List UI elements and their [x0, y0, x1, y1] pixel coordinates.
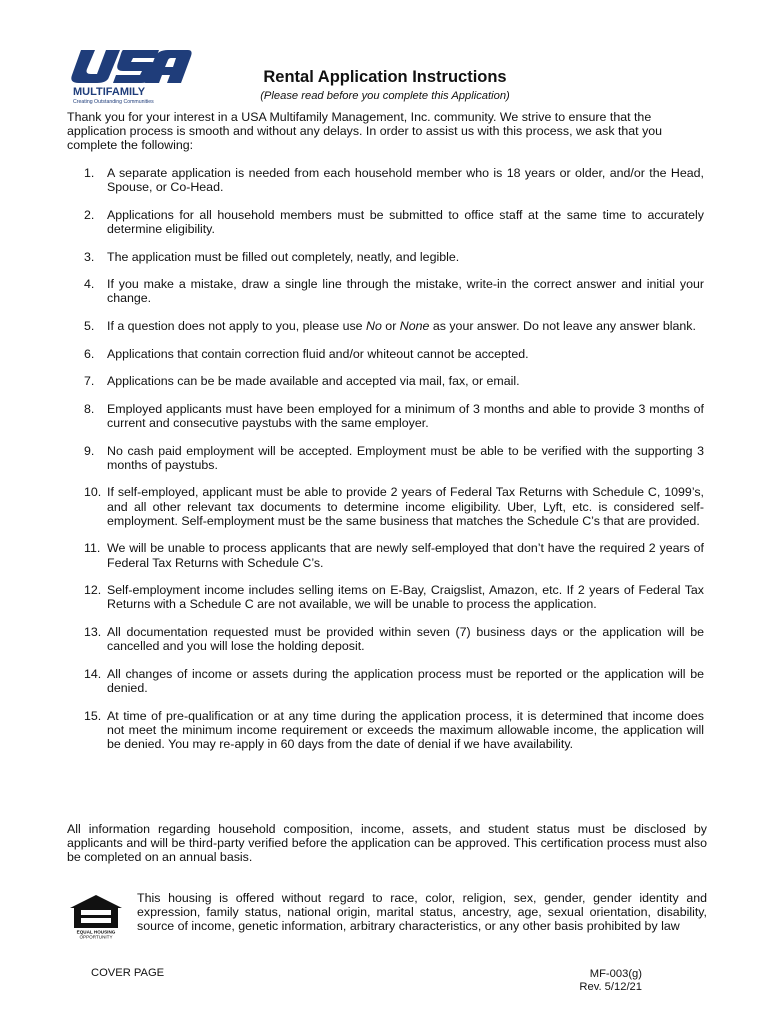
item-text: Applications can be be made available and accepted via mail, fax, or email. [107, 374, 520, 389]
list-item [84, 402, 704, 430]
item-number: 2. [84, 207, 95, 222]
svg-text:EQUAL HOUSING: EQUAL HOUSING [76, 929, 116, 935]
item-number: 15. [84, 708, 102, 723]
list-item [84, 347, 704, 361]
footer-cover-page: COVER PAGE [91, 967, 165, 979]
usa-logo-graphic [67, 47, 193, 105]
footer-form-info [579, 968, 642, 994]
item-text: All documentation requested must be provided within seven (7) business days or the application will be cancelled and you will lose the holding deposit. [107, 624, 704, 654]
item-text-part: as your answer. Do not leave any answer blank. [429, 318, 696, 333]
item-number: 3. [84, 249, 95, 264]
intro-paragraph: Thank you for your interest in a USA Multifamily Management, Inc. community. We strive to ensure that the application process is smooth and without any delays. In order to assist us with this process, we ask that you complete the following: [67, 110, 663, 153]
form-code: MF-003(g) [589, 968, 642, 980]
list-item [84, 444, 704, 472]
item-text: The application must be filled out completely, neatly, and legible. [107, 249, 460, 264]
usa-multifamily-logo [67, 47, 193, 105]
item-text: Self-employment income includes selling items on E-Bay, Craigslist, Amazon, etc. If 2 years of Federal Tax Returns with a Schedule C are not available, we will be unable to process the application. [107, 583, 704, 612]
svg-text:MULTIFAMILY: MULTIFAMILY [73, 86, 146, 98]
item-text: Employed applicants must have been employed for a minimum of 3 months and able to provide 3 months of current and consecutive paystubs with the same employer. [107, 401, 704, 430]
item-text-emphasis: None [399, 318, 430, 333]
list-item [84, 709, 704, 752]
revision-date: Rev. 5/12/21 [579, 981, 642, 993]
item-text-part: If a question does not apply to you, please use [107, 318, 367, 333]
fair-housing-statement: This housing is offered without regard to race, color, religion, sex, gender, gender identity and expression, family status, national origin, marital status, ancestry, age, sexual orientation, disability, source of income, genetic information, arbitrary characteristics, or any other basis prohibited by law [137, 891, 707, 934]
list-item [84, 541, 704, 569]
item-text: If self-employed, applicant must be able to provide 2 years of Federal Tax Returns with Schedule C, 1099’s, and all other relevant tax documents to determine income eligibility. Uber, Lyft, etc. is considered self-employment. Self-employment must be the same business that matches the Schedule C’s that are provided. [107, 485, 704, 528]
certification-paragraph: All information regarding household composition, income, assets, and student status must be disclosed by applicants and will be third-party verified before the application can be approved. This certification process must also be completed on an annual basis. [67, 822, 707, 865]
instructions-list [84, 166, 704, 765]
list-item [84, 250, 704, 264]
equal-housing-opportunity-logo [67, 893, 125, 939]
item-number: 8. [84, 401, 95, 416]
svg-text:OPPORTUNITY: OPPORTUNITY [79, 934, 113, 939]
item-number: 7. [84, 374, 95, 389]
list-item [84, 374, 704, 388]
item-text: At time of pre-qualification or at any time during the application process, it is determined that income does not meet the minimum income requirement or exceeds the maximum allowable income, the application will be denied. You may re-apply in 60 days from the date of denial if we have availability. [107, 708, 704, 751]
item-text: Applications for all household members must be submitted to office staff at the same time to accurately determine eligibility. [107, 207, 704, 236]
item-text: We will be unable to process applicants that are newly self-employed that don’t have the required 2 years of Federal Tax Returns with Schedule C’s. [107, 541, 704, 570]
item-number: 5. [84, 318, 95, 333]
document-title: Rental Application Instructions [263, 68, 507, 86]
document-header [190, 68, 580, 102]
list-item [84, 208, 704, 236]
item-text-emphasis: No [366, 318, 382, 333]
item-text: All changes of income or assets during the application process must be reported or the application will be denied. [107, 666, 704, 695]
item-text: A separate application is needed from each household member who is 18 years or older, and/or the Head, Spouse, or Co-Head. [107, 166, 704, 195]
list-item [84, 485, 704, 528]
item-number: 14. [84, 666, 102, 681]
item-number: 11. [84, 541, 101, 556]
svg-text:Creating Outstanding Communiti: Creating Outstanding Communities [73, 99, 154, 105]
list-item [84, 277, 704, 305]
item-number: 13. [84, 624, 102, 639]
item-text: If you make a mistake, draw a single line through the mistake, write-in the correct answer and initial your change. [107, 277, 704, 306]
item-text: Applications that contain correction fluid and/or whiteout cannot be accepted. [107, 346, 529, 361]
list-item [84, 166, 704, 194]
equal-housing-icon [67, 893, 125, 939]
item-text: No cash paid employment will be accepted. Employment must be able to be verified with the supporting 3 months of paystubs. [107, 443, 704, 472]
item-text-part: or [381, 318, 400, 333]
item-number: 9. [84, 443, 95, 458]
document-subtitle: (Please read before you complete this Application) [260, 90, 510, 102]
item-number: 12. [84, 583, 102, 598]
item-number: 1. [84, 166, 95, 180]
list-item [84, 667, 704, 695]
item-number: 6. [84, 346, 95, 361]
item-number: 10. [84, 485, 102, 500]
list-item [84, 319, 704, 333]
list-item [84, 625, 704, 653]
list-item [84, 583, 704, 611]
item-number: 4. [84, 277, 95, 292]
